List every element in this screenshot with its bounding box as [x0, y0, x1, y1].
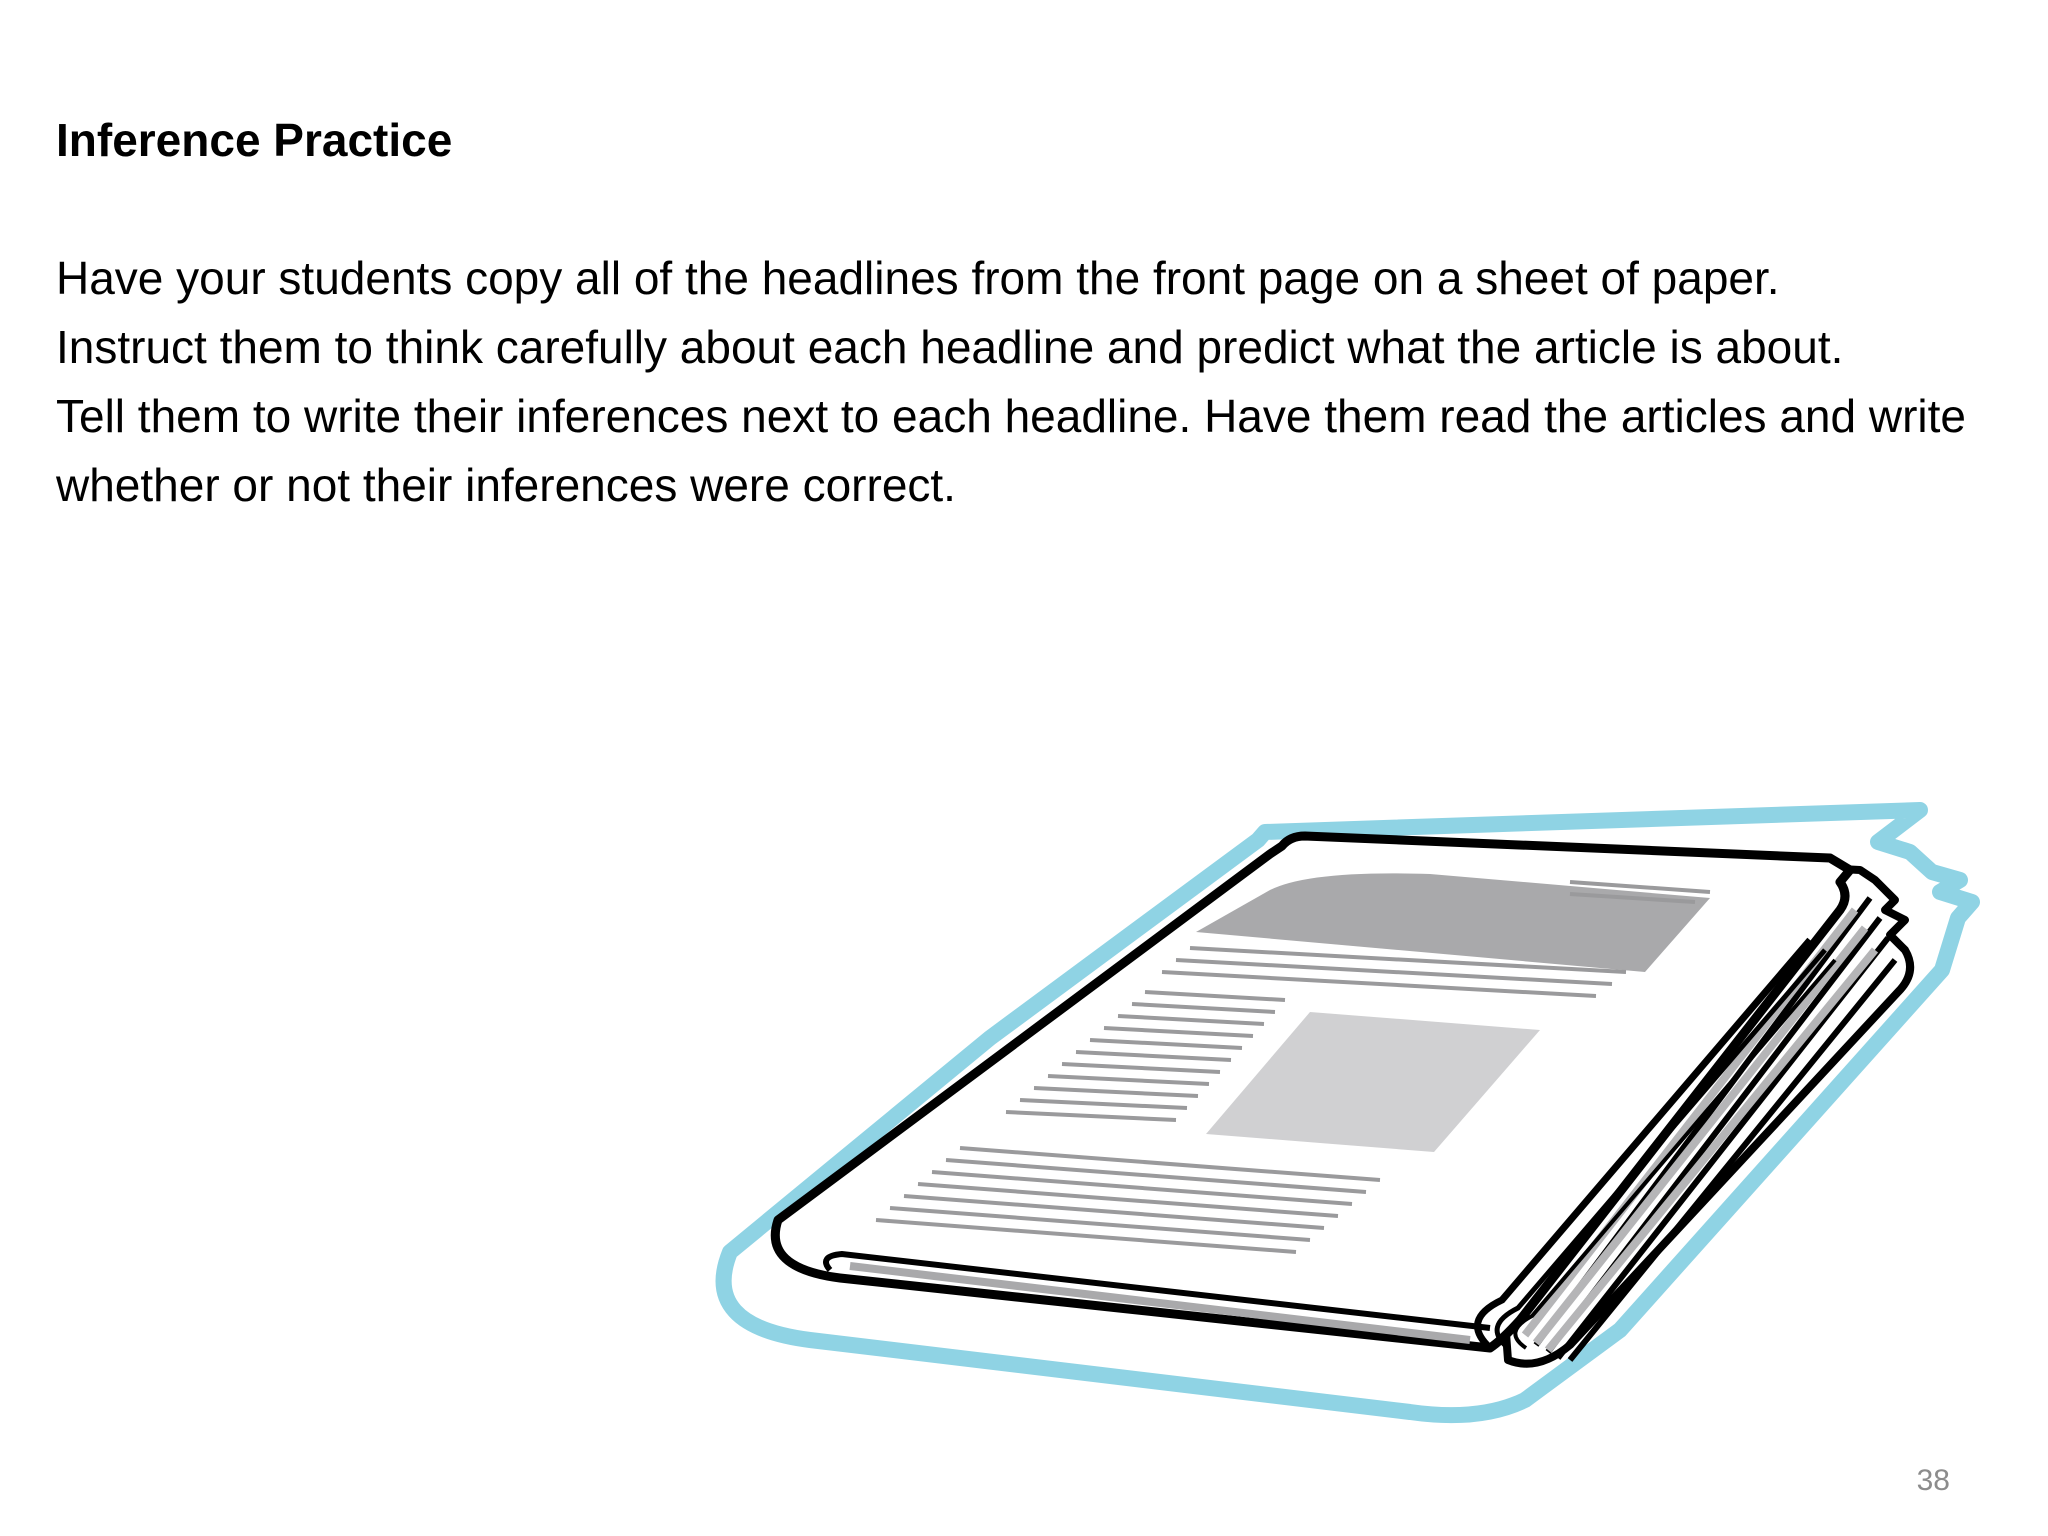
body-paragraph-2: Instruct them to think carefully about each headline and predict what the article is about. [56, 321, 1844, 373]
body-paragraph-1: Have your students copy all of the headlines from the front page on a sheet of paper. [56, 252, 1780, 304]
newspaper-icon [690, 800, 2030, 1500]
body-paragraph-3: Tell them to write their inferences next to each headline. Have them read the articles and write whether or not their inferences were correct. [56, 390, 1966, 511]
page-number: 38 [1916, 1464, 1950, 1497]
slide-title: Inference Practice [56, 114, 453, 166]
slide-body [56, 244, 2016, 520]
